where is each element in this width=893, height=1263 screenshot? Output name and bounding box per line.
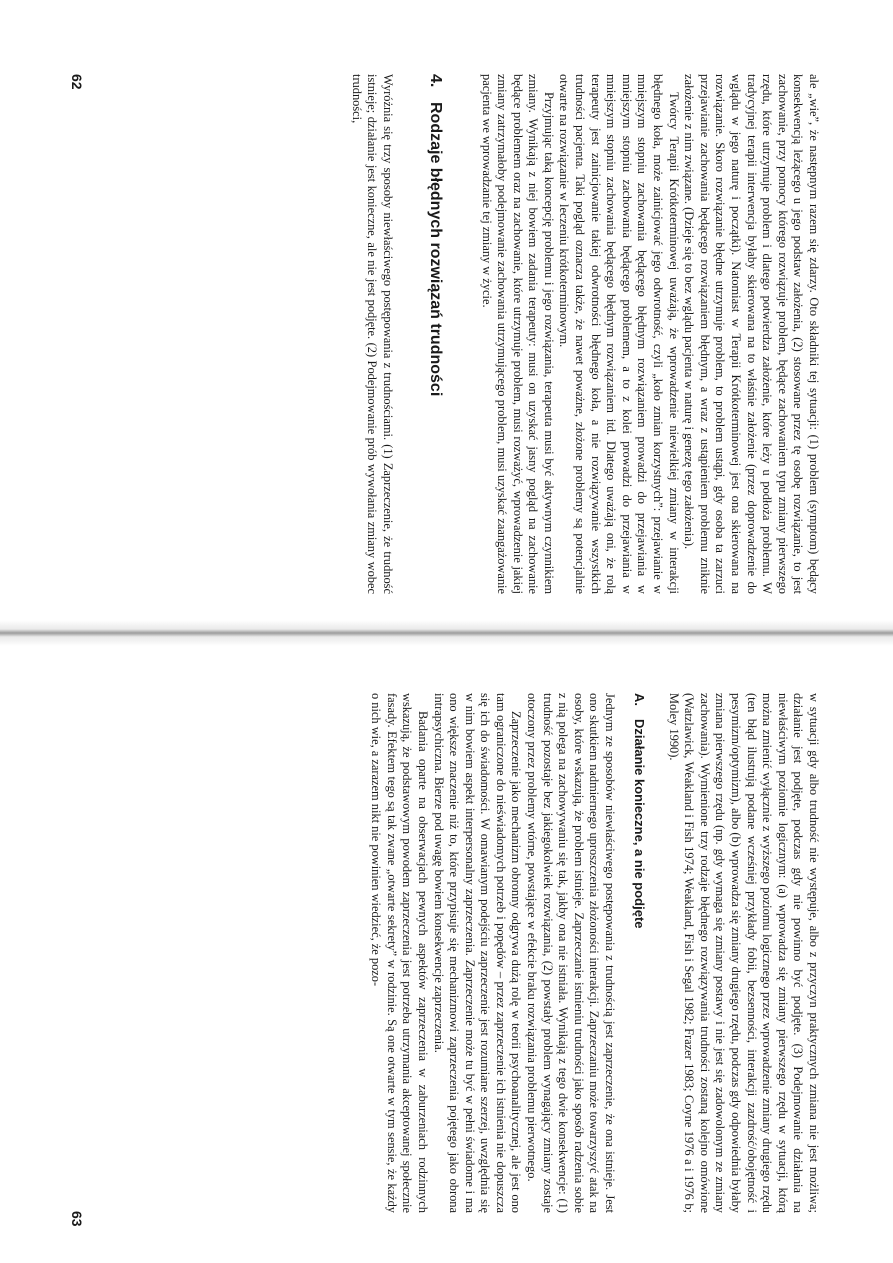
chapter-title: Rodzaje błędnych rozwiązań trudności [426,102,444,397]
page-number-right: 63 [69,1211,85,1227]
page-number-left: 62 [69,74,85,90]
section-number: A. [632,693,648,706]
chapter-number: 4. [426,74,444,88]
left-paragraph-1: ale „wie”, że następnym razem się zdarzy. Oto składniki tej sytuacji: (1) problem (symptom) będący konsekwencją leżącego u jego podstaw założenia, (2) stosowane przez tę osobę rozwiązanie, to jest zachowanie, przy pomocy którego rozwiązuje problem, będące zachowaniem typu zmiany pierwszego rzędu, które utrzymuje problem i dlatego potwierdza założenie, które leży u podłoża problemu. W tradycyjnej terapii interwencja byłaby skierowana na to właśnie założenie (przez doprowadzenie do wglądu w jego naturę i początki). Natomiast w Terapii Krótkoterminowej jest ona skierowana na rozwiązanie. Skoro rozwiązanie błędne utrzymuje problem, to problem ustąpi, gdy osoba ta zarzuci przejawianie zachowania będącego rozwiązaniem błędnym, a wraz z ustąpieniem problemu zniknie założenie z nim związane. (Dzieje się to bez wglądu pacjenta w naturę i genezę tego założenia). [682,74,821,594]
left-paragraph-3: Przyjmując taką koncepcję problemu i jego rozwiązania, terapeuta musi być aktywnym czynnikiem zmiany. Wynikają z niej bowiem zadania terapeuty: musi on uzyskać jasny pogląd na zachowanie będące problemem oraz na zachowanie, które utrzymuje problem, musi rozważyć, wprowadzenie jakiej zmiany zatrzymałoby podejmowanie zachowania utrzymującego problem, musi uzyskać zaangażowanie pacjenta we wprowadzanie tej zmiany w życie. [479,74,556,594]
right-text-column [368,693,821,1213]
right-page [0,643,893,1263]
left-paragraph-after-heading: Wyróżnia się trzy sposoby niewłaściwego postępowania z trudnościami. (1) Zaprzeczenie, że trudność istnieje; działanie jest konieczne, ale nie jest podjęte. (2) Podejmowanie prób wywołania zmiany wobec trudności, [349,74,395,594]
right-paragraph-2: Jednym ze sposobów niewłaściwego postępowania z trudnością jest zaprzeczenie, że ona istnieje. Jest ono skutkiem nadmiernego uproszczenia złożoności interakcji. Zaprzeczaniu może towarzyszyć atak na osoby, które wskazują, że problem istnieje. Zaprzeczanie istnieniu trudności jako sposób radzenia sobie z nią polega na zachowywaniu się tak, jakby ona nie istniała. Wynikają z tego dwie konsekwencje: (1) trudność pozostaje bez jakiegokolwiek rozwiązania, (2) powstały problem wynagający zmiany zostaje otoczony przez problemy wtórne, powstające w efekcie braku rozwiązania problemu pierwotnego. [525,693,618,1213]
section-title: Działanie konieczne, a nie podjęte [632,719,648,929]
chapter-heading [425,74,445,594]
left-paragraph-2: Twórcy Terapii Krótkoterminowej uważają, że wprowadzenie niewielkiej zmiany w interakcji błędnego koła, może zainicjować jego odwrotność, czyli „koło zmian korzystnych”: przejawianie w mniejszym stopniu zachowania będącego błędnym rozwiązaniem prowadzi do przejawiania w mniejszym stopniu zachowania będącego problemem, a to z kolei prowadzi do przejawiania w mniejszym stopniu zachowania będącego błędnym rozwiązaniem itd. Dlatego uważają oni, że rolą terapeuty jest zainicjowanie takiej odwrotności błędnego koła, a nie rozwiązywanie wszystkich trudności pacjenta. Taki pogląd oznacza także, że nawet poważne, złożone problemy są potencjalnie otwarte na rozwiązanie w leczeniu krótkoterminowym. [557,74,681,594]
right-paragraph-1: w sytuacji gdy albo trudność nie występuje, albo z przyczyn praktycznych zmiana nie jest możliwa; działanie jest podjęte, podczas gdy nie powinno być podjęte. (3) Podejmowanie działania na niewłaściwym poziomie logicznym: (a) wprowadza się zmiany pierwszego rzędu w sytuacji, którą można zmienić wyłącznie z wyższego poziomu logicznego przez wprowadzenie zmiany drugiego rzędu (ten błąd ilustrują podane wcześniej przykłady fobii, bezsenności, interakcji zazdrość/obojętność i pesymizm/optymizm), albo (b) wprowadza się zmiany drugiego rzędu, podczas gdy odpowiednia byłaby zmiana pierwszego rzędu (np. gdy wymaga się zmiany postawy i nie jest się zadowolonym ze zmiany zachowania). Wymienione trzy rodzaje błędnego rozwiązywania trudności zostaną kolejno omówione (Watzlawick, Weakland i Fish 1974; Weakland, Fish i Segal 1982; Frazer 1983; Coyne 1976 a i 1976 b; Moley 1990). [666,693,821,1213]
left-page [0,0,893,620]
left-text-column [348,74,821,594]
right-paragraph-3: Zaprzeczenie jako mechanizm obronny odgrywa dużą rolę w teorii psychoanalitycznej, ale jest ono tam ograniczone do nieświadomych potrzeb i popędów – przez zaprzeczenie ich istnienia nie dopuszcza się ich do świadomości. W omawianym podejściu zaprzeczenie jest rozumiane szerzej, uwzględnia się w nim bowiem aspekt interpersonalny zaprzeczenia. Zaprzeczenie może tu być w pełni świadome i ma ono większe znaczenie niż to, które przypisuje się mechanizmowi zaprzeczenia pojętego jako obrona intrapsychiczna. Bierze pod uwagę bowiem konsekwencje zaprzeczenia. [431,693,524,1213]
right-paragraph-4: Badania oparte na obserwacjach pewnych aspektów zaprzeczenia w zaburzeniach rodzinnych wskazują, że podstawowym powodem zaprzeczenia jest potrzeba utrzymania akceptowanej społecznie fasady. Efektem tego są tak zwane „otwarte sekrety” w rodzinie. Są one otwarte w tym sensie, że każdy o nich wie, a zarazem nikt nie powinien wiedzieć, że pozo- [369,693,430,1213]
section-heading [631,693,647,1213]
